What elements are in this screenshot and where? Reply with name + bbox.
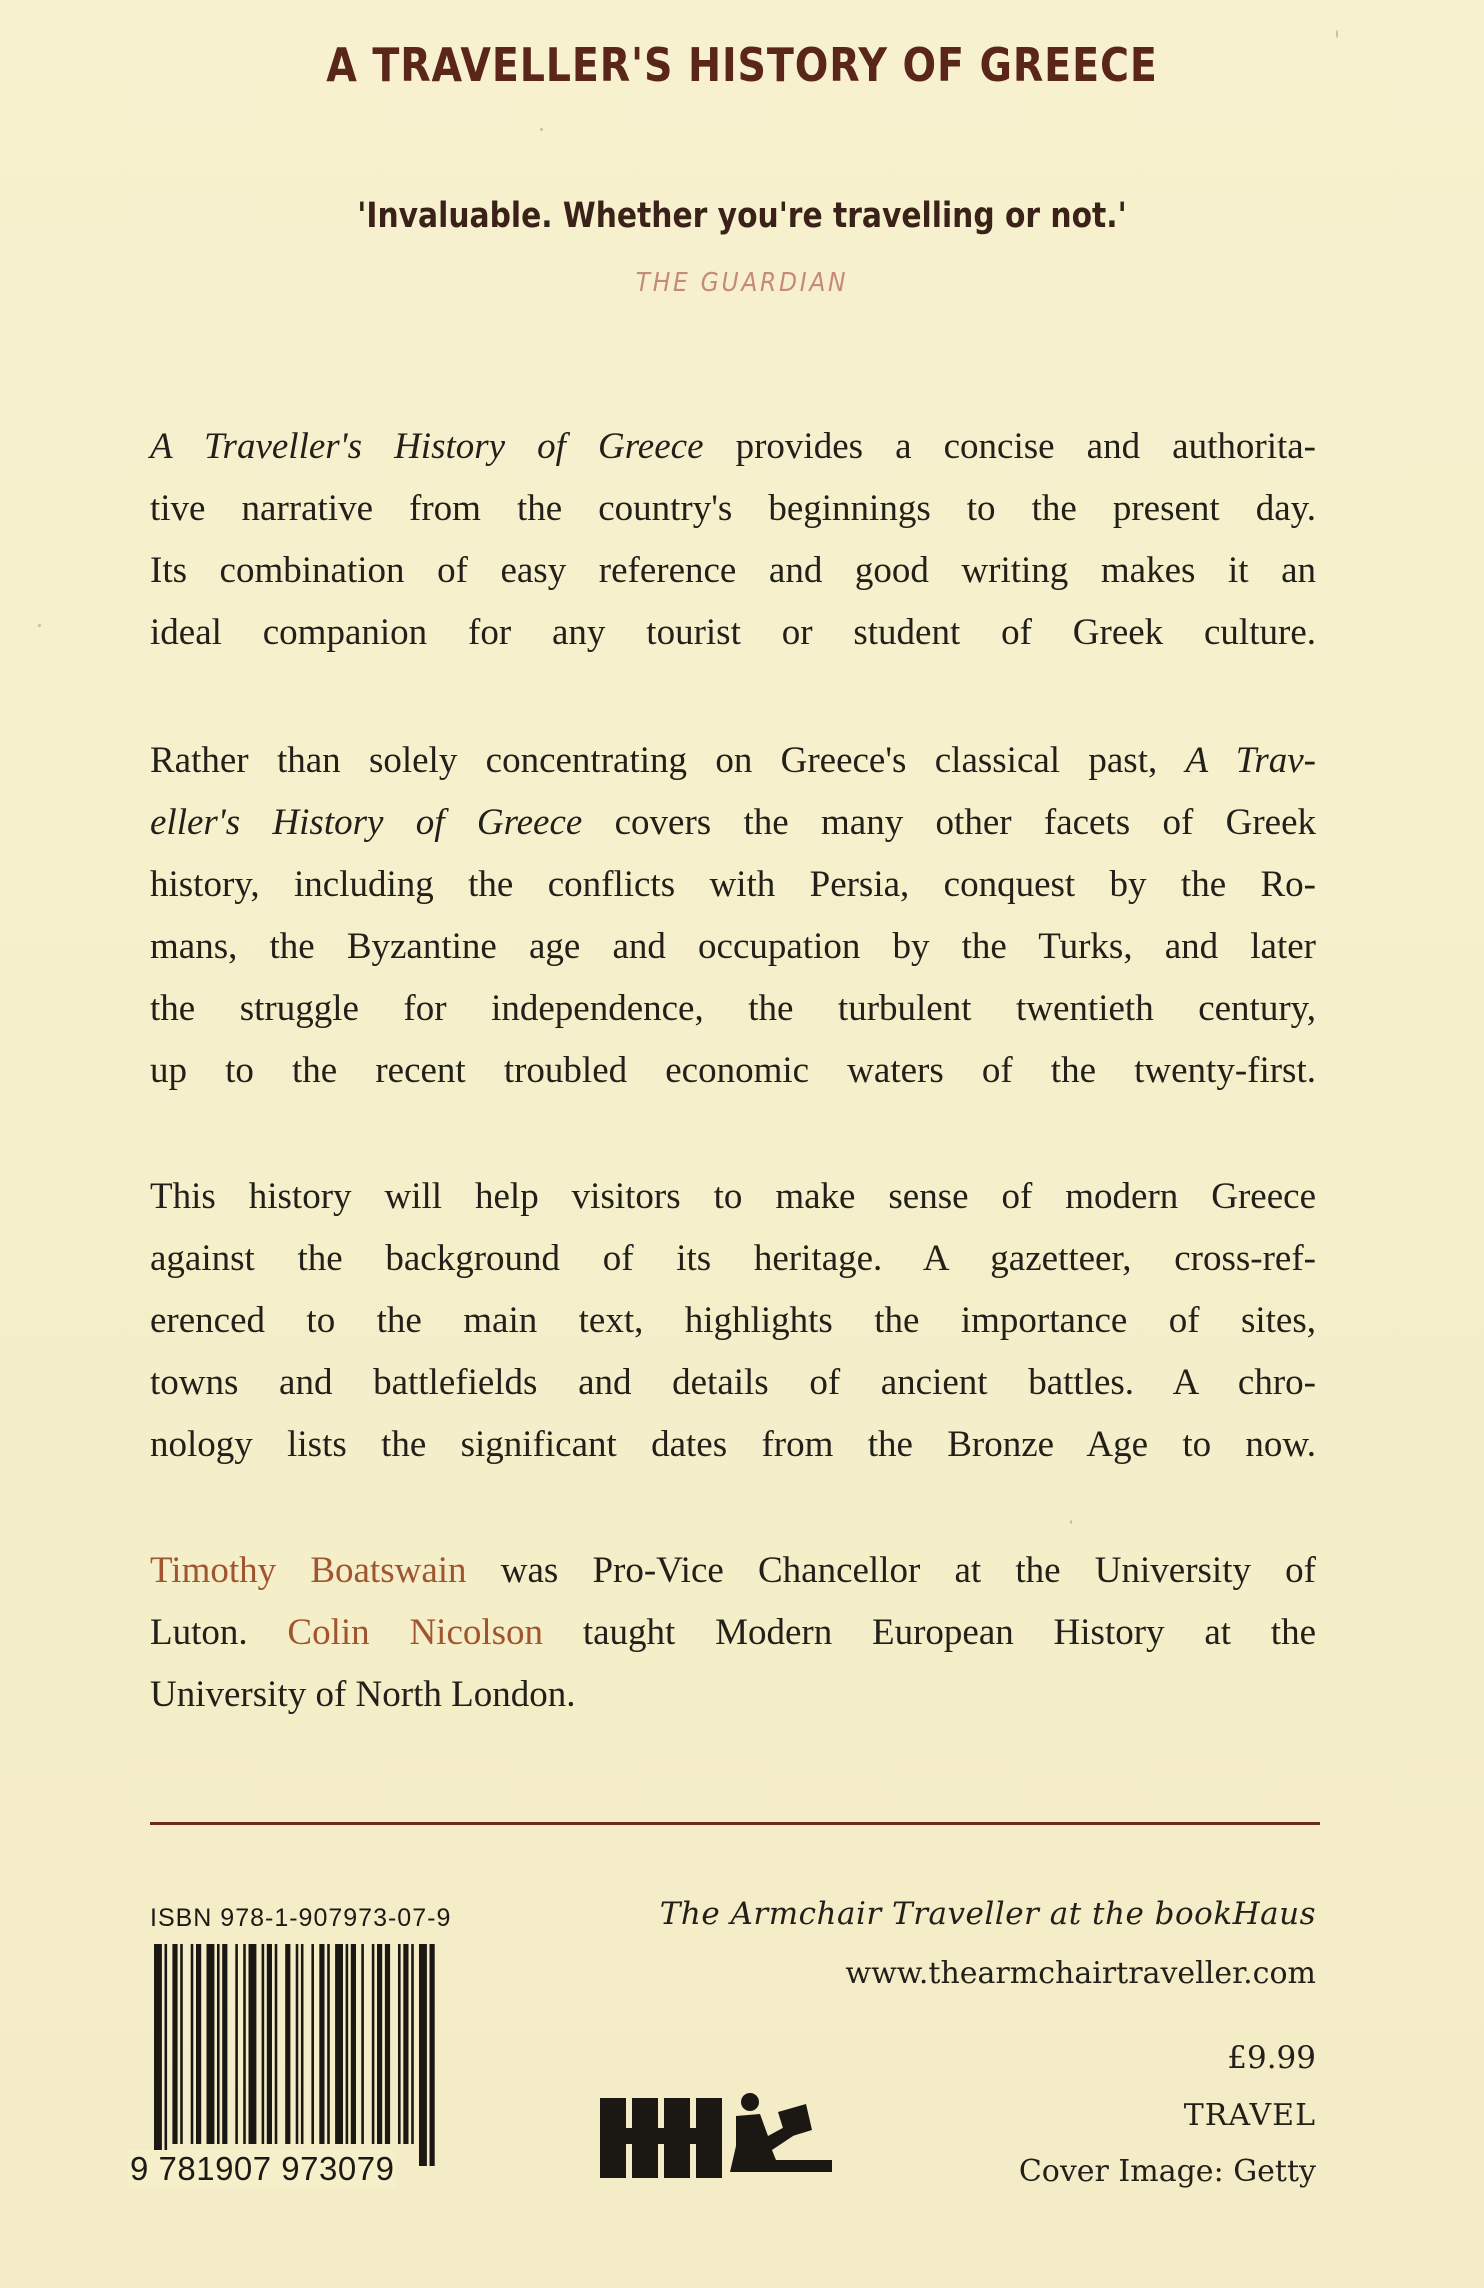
- barcode-bar: [296, 1944, 299, 2144]
- divider-rule: [150, 1822, 1320, 1825]
- paper-speck: [1336, 30, 1338, 38]
- barcode-bar: [267, 1944, 272, 2144]
- barcode-bar: [285, 1944, 290, 2144]
- barcode-bar: [301, 1944, 304, 2144]
- isbn-label: ISBN 978-1-907973-07-9: [150, 1904, 452, 1932]
- publisher-name: The Armchair Traveller at the bookHaus: [659, 1896, 1316, 1932]
- blurb-paragraph-2: [150, 730, 1316, 1102]
- bookhaus-logo-icon: [600, 2090, 836, 2180]
- cover-credit: Cover Image: Getty: [1018, 2154, 1316, 2189]
- barcode-bar: [235, 1944, 238, 2144]
- barcode-bar: [180, 1944, 183, 2144]
- text-line: Its combination of easy reference and good writing makes it an: [150, 550, 1316, 591]
- text-line: erenced to the main text, highlights the importance of sites,: [150, 1300, 1316, 1341]
- barcode-bar: [419, 1944, 427, 2166]
- barcode-bar: [351, 1944, 356, 2144]
- text-line: Timothy Boatswain was Pro-Vice Chancellor at the University of: [150, 1550, 1316, 1591]
- category-label: TRAVEL: [1183, 2098, 1316, 2133]
- barcode-bar: [361, 1944, 364, 2144]
- text-line: against the background of its heritage. A gazetteer, cross-ref-: [150, 1238, 1316, 1279]
- barcode-bar: [275, 1944, 278, 2144]
- paper-speck: [38, 624, 41, 627]
- barcode-bar: [377, 1944, 382, 2144]
- barcode-bar: [154, 1944, 162, 2166]
- review-quote: 'Invaluable. Whether you're travelling or not.': [357, 196, 1127, 236]
- text-line: This history will help visitors to make sense of modern Greece: [150, 1176, 1316, 1217]
- barcode-bar: [243, 1944, 246, 2144]
- text-line: nology lists the significant dates from the Bronze Age to now.: [150, 1424, 1316, 1465]
- barcode-bar: [430, 1944, 435, 2166]
- barcode-bar: [262, 1944, 265, 2144]
- barcode-bar: [165, 1944, 168, 2166]
- barcode-bar: [217, 1944, 220, 2144]
- barcode-digits: 9 781907 973079: [130, 2150, 395, 2187]
- text-line: the struggle for independence, the turbulent twentieth century,: [150, 988, 1316, 1029]
- author-name: Colin Nicolson: [287, 1612, 544, 1653]
- barcode-bar: [335, 1944, 343, 2144]
- text-line: ideal companion for any tourist or student of Greek culture.: [150, 612, 1316, 653]
- author-name: Timothy Boatswain: [150, 1550, 467, 1591]
- author-bios: [150, 1540, 1316, 1726]
- barcode-bar: [207, 1944, 215, 2144]
- review-source: THE GUARDIAN: [635, 268, 849, 298]
- text-line: mans, the Byzantine age and occupation by the Turks, and later: [150, 926, 1316, 967]
- barcode-bar: [311, 1944, 314, 2144]
- text-line: University of North London.: [150, 1674, 576, 1715]
- text-line: tive narrative from the country's beginnings to the present day.: [150, 488, 1316, 529]
- paper-speck: [540, 128, 543, 131]
- barcode-bar: [196, 1944, 201, 2144]
- text-line: towns and battlefields and details of ancient battles. A chro-: [150, 1362, 1316, 1403]
- barcode-bar: [319, 1944, 324, 2144]
- blurb-paragraph-3: [150, 1166, 1316, 1476]
- barcode-bar: [398, 1944, 401, 2144]
- price-label: £9.99: [1227, 2040, 1316, 2076]
- barcode-bar: [327, 1944, 330, 2144]
- text-line: Luton. Colin Nicolson taught Modern European History at the: [150, 1612, 1317, 1653]
- blurb-paragraph-1: [150, 416, 1316, 664]
- barcode-bar: [403, 1944, 408, 2144]
- text-line: eller's History of Greece covers the many other facets of Greek: [150, 802, 1316, 843]
- barcode-icon: [150, 1944, 498, 2166]
- barcode-bar: [385, 1944, 390, 2144]
- text-line: up to the recent troubled economic waters of the twenty-first.: [150, 1050, 1316, 1091]
- text-line: A Traveller's History of Greece provides a concise and authorita-: [150, 426, 1316, 467]
- barcode-bar: [372, 1944, 375, 2144]
- barcode-bar: [346, 1944, 349, 2144]
- publisher-website: www.thearmchairtraveller.com: [845, 1956, 1316, 1991]
- barcode-bar: [191, 1944, 194, 2144]
- barcode-bar: [411, 1944, 414, 2144]
- text-line: history, including the conflicts with Persia, conquest by the Ro-: [150, 864, 1316, 905]
- text-line: Rather than solely concentrating on Greece's classical past, A Trav-: [150, 740, 1316, 781]
- book-title: A TRAVELLER'S HISTORY OF GREECE: [326, 38, 1158, 92]
- paper-speck: [1070, 1520, 1072, 1524]
- barcode-bar: [172, 1944, 177, 2144]
- barcode-bar: [222, 1944, 227, 2144]
- barcode-bar: [249, 1944, 257, 2144]
